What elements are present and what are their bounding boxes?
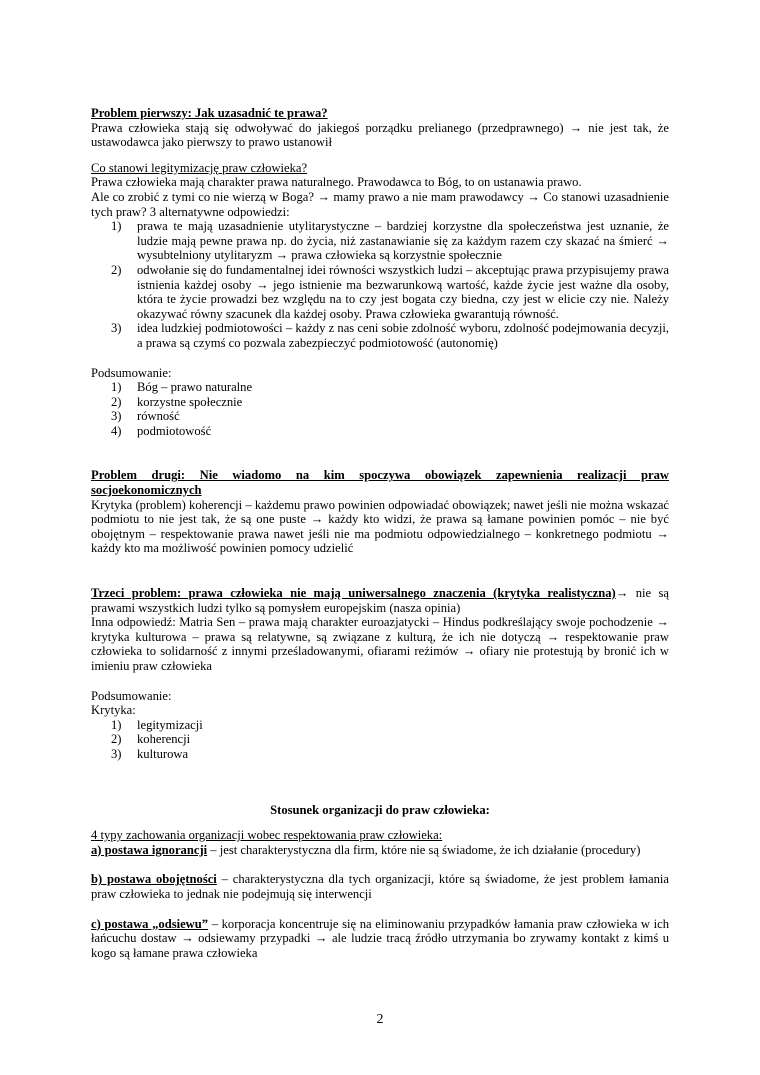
page-number: 2 bbox=[376, 1012, 384, 1027]
text: – korporacja koncentruje się na eliminowaniu przypadków łamania praw człowieka w ich łańcuchu dostaw bbox=[91, 916, 669, 946]
arrow-icon: → bbox=[310, 512, 324, 527]
section-heading-cont: socjoekonomicznych bbox=[91, 483, 202, 498]
attitude-label: a) postawa ignorancji bbox=[91, 842, 208, 857]
list-item bbox=[91, 321, 669, 350]
text: Krytyka (problem) koherencji – każdemu prawo powinien odpowiadać obowiązek; nawet jeśli nie można wskazać podmiotu to nie jest tak, że są one puste bbox=[91, 497, 669, 527]
summary-label: Podsumowanie: bbox=[91, 365, 172, 380]
list-item bbox=[91, 380, 669, 395]
text: mamy prawo a nie mam prawodawcy bbox=[333, 189, 524, 204]
text: Bóg – prawo naturalne bbox=[137, 380, 253, 395]
list-number: 1) bbox=[111, 380, 122, 395]
critique-label: Krytyka: bbox=[91, 703, 136, 718]
list-number: 1) bbox=[111, 717, 122, 732]
list-item bbox=[91, 424, 669, 439]
paragraph bbox=[91, 586, 669, 615]
paragraph bbox=[91, 615, 669, 673]
list-number: 3) bbox=[111, 746, 122, 761]
text: odsiewamy przypadki bbox=[198, 931, 311, 946]
attitude-label: b) postawa obojętności bbox=[91, 872, 217, 887]
text: prawa te mają uzasadnienie utylitarystyczne – bardziej korzystne dla społeczeństwa jest uznanie, że ludzie mają pewne prawa np. do życia, niż zastanawianie się za każdym razem czy skazać na śmierć bbox=[137, 219, 669, 248]
text: każdy kto widzi, że prawa są łamane powinien pomóc – nie być obojętnym – respektowanie prawa nawet jeśli nie ma podmiotu odpowiedzialnego – konkretnego podmiotu bbox=[91, 512, 669, 541]
arrow-icon: → bbox=[527, 189, 540, 204]
section-heading: Problem pierwszy: Jak uzasadnić te prawa? bbox=[91, 106, 328, 120]
paragraph bbox=[91, 121, 669, 150]
text: Co stanowi uzasadnienie tych praw? 3 alternatywne odpowiedzi: bbox=[91, 189, 669, 219]
text: odwołanie się do fundamentalnej idei równości wszystkich ludzi – akceptując prawa przypisujemy prawa istnienia każdej osoby bbox=[137, 262, 669, 292]
text: podmiotowość bbox=[137, 423, 212, 438]
list-number: 2) bbox=[111, 394, 122, 409]
arrow-icon: → bbox=[656, 526, 670, 541]
arrow-icon: → bbox=[181, 931, 194, 946]
arrow-icon: → bbox=[569, 120, 583, 135]
arrow-icon: → bbox=[314, 931, 328, 946]
text: Prawa człowieka stają się odwoływać do jakiegoś porządku prelianego (przedprawnego) bbox=[91, 120, 564, 135]
list-item bbox=[91, 219, 669, 263]
paragraph bbox=[91, 498, 669, 556]
text: ofiary nie protestują by bronić ich w imieniu praw człowieka bbox=[91, 644, 669, 673]
list-item bbox=[91, 263, 669, 321]
arrow-icon: → bbox=[255, 277, 269, 292]
list-number: 3) bbox=[111, 321, 122, 336]
text: koherencji bbox=[137, 732, 191, 747]
question-heading: Co stanowi legitymizację praw człowieka? bbox=[91, 160, 308, 175]
text: idea ludzkiej podmiotowości – każdy z nas ceni sobie zdolność wyboru, zdolność podejmowania decyzji, a prawa są czymś co pozwala zabezpieczyć podmiotowość (autonomię) bbox=[137, 321, 669, 350]
paragraph: Prawa człowieka mają charakter prawa naturalnego. Prawodawca to Bóg, to on ustanawia prawo. bbox=[91, 175, 582, 190]
text: Inna odpowiedź: Matria Sen – prawa mają charakter euroazjatycki – Hindus podkreślający swoje pochodzenie bbox=[91, 615, 653, 630]
text: legitymizacji bbox=[137, 717, 203, 732]
text: – jest charakterystyczna dla firm, które nie są świadome, że ich działanie (procedury) bbox=[207, 842, 641, 857]
text: respektowanie praw człowieka to solidarność z innymi prześladowanymi, ofiarami reżimów bbox=[91, 629, 669, 659]
text: krytyka kulturowa – prawa są relatywne, są związane z kulturą, że ich nie dotyczą bbox=[91, 629, 541, 644]
paragraph bbox=[91, 917, 669, 961]
text: kulturowa bbox=[137, 746, 189, 761]
arrow-icon: → bbox=[615, 586, 629, 601]
arrow-icon: → bbox=[462, 644, 476, 659]
text: jego istnienie ma bezwarunkową wartość, każde życie jest ważne dla osoby, która te życie prowadzi bez względu na to czy jest bogata czy biedna, czy jest w elicie czy nie. Należy okazywać równy szacunek dla każdej osoby. Prawa człowieka gwarantują równość. bbox=[137, 277, 669, 321]
arrow-icon: → bbox=[317, 189, 330, 204]
text: korzystne społecznie bbox=[137, 394, 243, 409]
section-heading: Trzeci problem: prawa człowieka nie mają uniwersalnego znaczenia (krytyka realistyczna) bbox=[91, 586, 616, 601]
text: ale ludzie tracą źródło utrzymania bo zrywamy kontakt z kimś u kogo są łamane prawa człowieka bbox=[91, 931, 670, 960]
list-item bbox=[91, 732, 669, 747]
list-item bbox=[91, 395, 669, 410]
list-number: 1) bbox=[111, 219, 122, 234]
list-item bbox=[91, 718, 669, 733]
arrow-icon: → bbox=[656, 233, 669, 248]
text: prawa człowieka są korzystnie społecznie bbox=[291, 248, 502, 263]
text: nie jest tak, że ustawodawca jako pierwszy to prawo ustanowił bbox=[91, 120, 669, 150]
list-number: 3) bbox=[111, 409, 122, 424]
list-number: 2) bbox=[111, 732, 122, 747]
paragraph bbox=[91, 190, 669, 219]
arrow-icon: → bbox=[275, 248, 289, 263]
list-item bbox=[91, 747, 669, 762]
text: wysubtelniony utylitaryzm bbox=[137, 248, 273, 263]
section-heading: Problem drugi: Nie wiadomo na kim spoczywa obowiązek zapewnienia realizacji praw bbox=[91, 468, 669, 483]
numbered-list bbox=[91, 219, 669, 350]
arrow-icon: → bbox=[656, 615, 669, 630]
summary-list bbox=[91, 380, 669, 438]
paragraph bbox=[91, 843, 669, 858]
summary-label: Podsumowanie: bbox=[91, 688, 172, 703]
document-page bbox=[91, 106, 669, 960]
text: Ale co zrobić z tymi co nie wierzą w Boga? bbox=[91, 189, 314, 204]
section-title: Stosunek organizacji do praw człowieka: bbox=[270, 802, 490, 817]
summary-list bbox=[91, 718, 669, 762]
text: równość bbox=[137, 409, 180, 424]
text: – charakterystyczna dla tych organizacji, które są świadome, że jest problem łamania praw człowieka to jednak nie podejmują się interwencji bbox=[91, 872, 669, 901]
attitude-label: c) postawa „odsiewu” bbox=[91, 916, 209, 931]
list-number: 4) bbox=[111, 423, 122, 438]
paragraph bbox=[91, 872, 669, 901]
list-number: 2) bbox=[111, 262, 122, 277]
arrow-icon: → bbox=[546, 629, 560, 644]
text: nie są prawami wszystkich ludzi tylko są pomysłem europejskim (nasza opinia) bbox=[91, 586, 670, 615]
intro-text: 4 typy zachowania organizacji wobec respektowania praw człowieka: bbox=[91, 828, 443, 843]
text: każdy kto ma możliwość powinien pomocy udzielić bbox=[91, 541, 354, 556]
list-item bbox=[91, 409, 669, 424]
